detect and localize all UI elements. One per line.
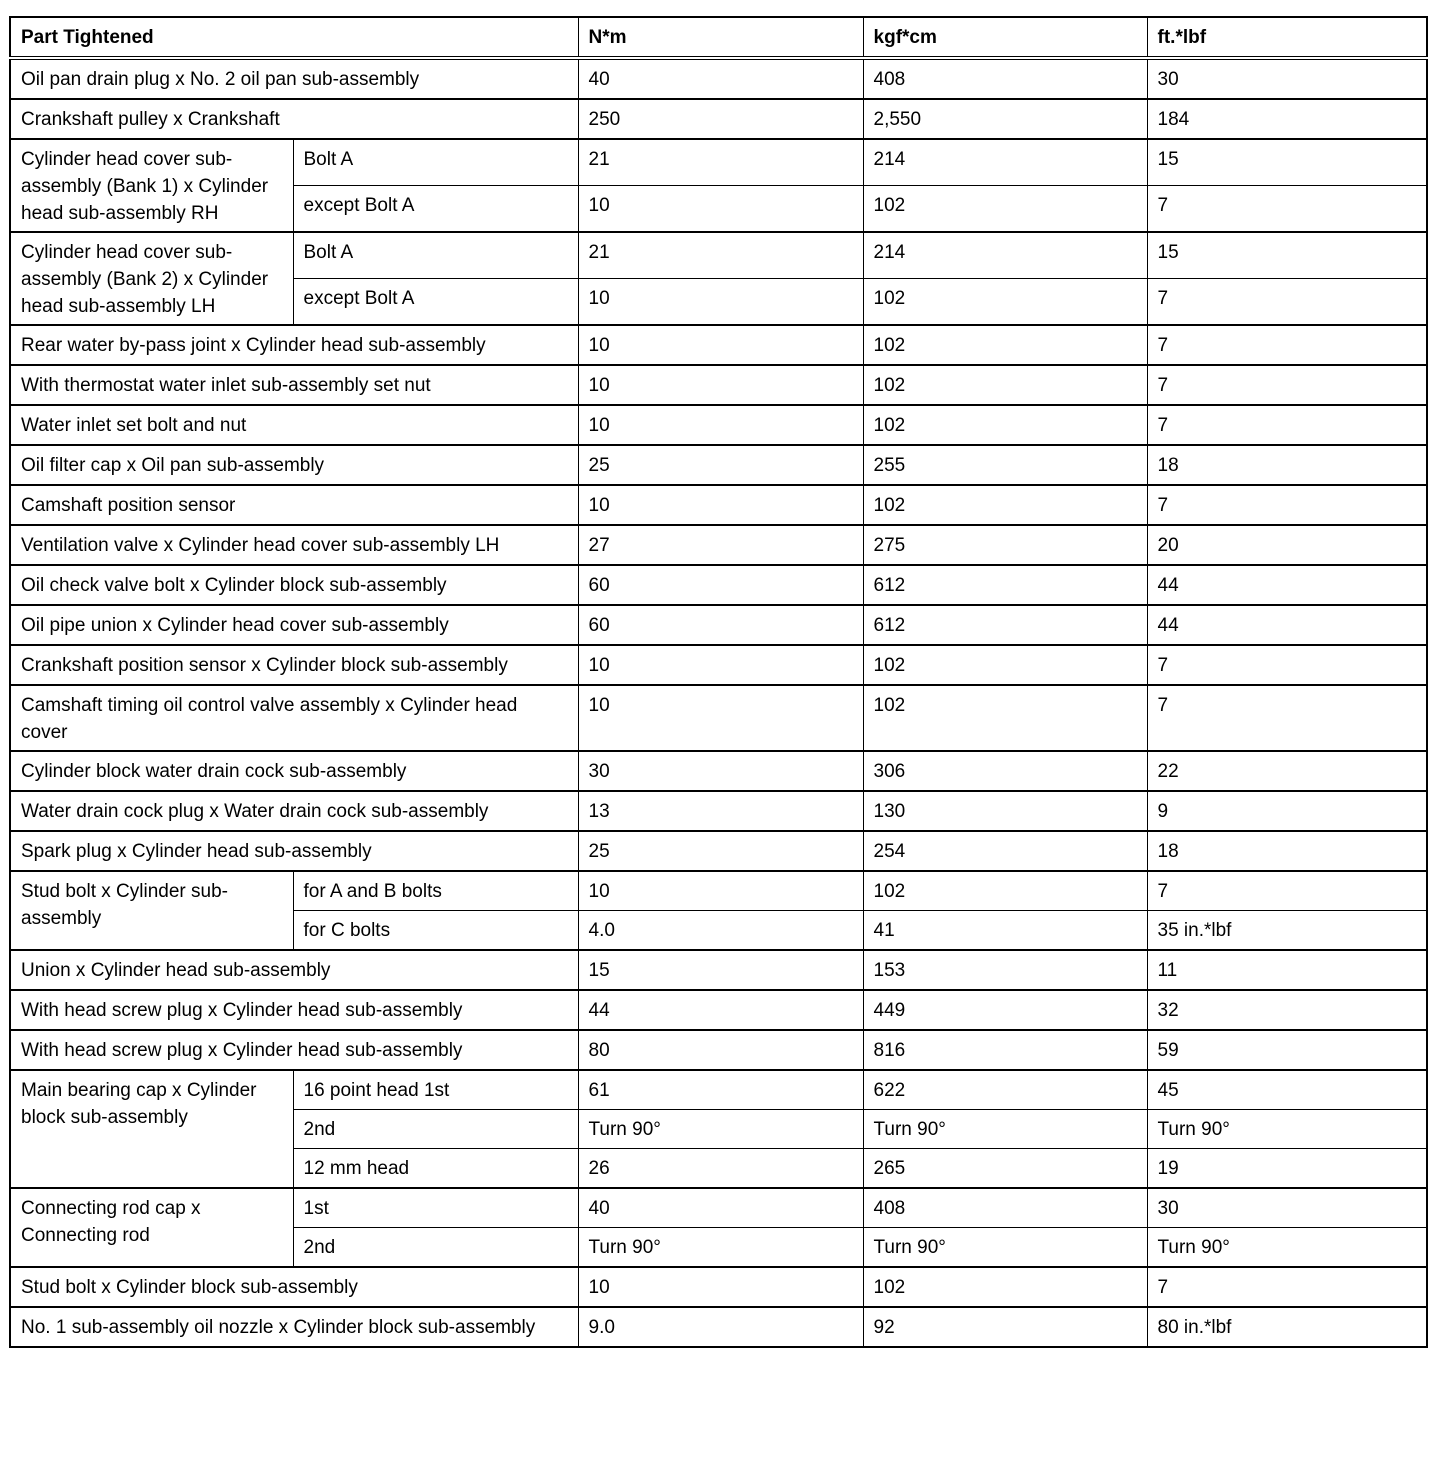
kgf-cm-cell: 130 <box>863 791 1147 831</box>
nm-cell: 30 <box>578 751 863 791</box>
part-cell: Crankshaft position sensor x Cylinder block sub-assembly <box>10 645 578 685</box>
part-cell: Camshaft timing oil control valve assembly x Cylinder head cover <box>10 685 578 751</box>
nm-cell: 40 <box>578 1188 863 1228</box>
header-row <box>10 17 1427 58</box>
condition-cell: Bolt A <box>293 232 578 279</box>
ft-lbf-cell: 18 <box>1147 831 1427 871</box>
ft-lbf-cell: 19 <box>1147 1149 1427 1189</box>
ft-lbf-cell: 7 <box>1147 1267 1427 1307</box>
kgf-cm-cell: 622 <box>863 1070 1147 1110</box>
part-cell: Spark plug x Cylinder head sub-assembly <box>10 831 578 871</box>
part-cell: Cylinder head cover sub-assembly (Bank 1) x Cylinder head sub-assembly RH <box>10 139 293 232</box>
nm-cell: Turn 90° <box>578 1228 863 1268</box>
part-cell: With thermostat water inlet sub-assembly set nut <box>10 365 578 405</box>
table-row <box>10 139 1427 186</box>
kgf-cm-cell: 449 <box>863 990 1147 1030</box>
part-cell: With head screw plug x Cylinder head sub-assembly <box>10 1030 578 1070</box>
table-row <box>10 99 1427 139</box>
ft-lbf-cell: 44 <box>1147 565 1427 605</box>
part-cell: Connecting rod cap x Connecting rod <box>10 1188 293 1267</box>
kgf-cm-cell: 102 <box>863 685 1147 751</box>
condition-cell: 1st <box>293 1188 578 1228</box>
ft-lbf-cell: 22 <box>1147 751 1427 791</box>
table-row <box>10 685 1427 751</box>
part-cell: Water inlet set bolt and nut <box>10 405 578 445</box>
torque-specification-table <box>9 16 1428 1348</box>
table-row <box>10 1307 1427 1347</box>
table-row <box>10 565 1427 605</box>
kgf-cm-cell: 275 <box>863 525 1147 565</box>
table-row <box>10 365 1427 405</box>
nm-cell: 10 <box>578 325 863 365</box>
kgf-cm-cell: 102 <box>863 1267 1147 1307</box>
table-row <box>10 405 1427 445</box>
kgf-cm-cell: 102 <box>863 279 1147 326</box>
table-row <box>10 605 1427 645</box>
part-cell: Main bearing cap x Cylinder block sub-assembly <box>10 1070 293 1188</box>
ft-lbf-cell: 7 <box>1147 685 1427 751</box>
ft-lbf-cell: Turn 90° <box>1147 1110 1427 1149</box>
kgf-cm-cell: 265 <box>863 1149 1147 1189</box>
nm-cell: 80 <box>578 1030 863 1070</box>
kgf-cm-cell: 102 <box>863 871 1147 911</box>
condition-cell: Bolt A <box>293 139 578 186</box>
kgf-cm-cell: 408 <box>863 58 1147 99</box>
ft-lbf-cell: 11 <box>1147 950 1427 990</box>
table-row <box>10 325 1427 365</box>
part-cell: Camshaft position sensor <box>10 485 578 525</box>
table-row <box>10 791 1427 831</box>
condition-cell: for C bolts <box>293 911 578 951</box>
kgf-cm-cell: 306 <box>863 751 1147 791</box>
nm-cell: 10 <box>578 186 863 233</box>
nm-cell: 10 <box>578 871 863 911</box>
table-row <box>10 232 1427 279</box>
ft-lbf-cell: 7 <box>1147 279 1427 326</box>
part-cell: Crankshaft pulley x Crankshaft <box>10 99 578 139</box>
nm-cell: 21 <box>578 139 863 186</box>
part-cell: Oil filter cap x Oil pan sub-assembly <box>10 445 578 485</box>
ft-lbf-cell: 30 <box>1147 58 1427 99</box>
part-cell: Ventilation valve x Cylinder head cover sub-assembly LH <box>10 525 578 565</box>
table-row <box>10 871 1427 911</box>
header-ft-lbf: ft.*lbf <box>1147 17 1427 58</box>
part-cell: Cylinder block water drain cock sub-assembly <box>10 751 578 791</box>
ft-lbf-cell: 7 <box>1147 405 1427 445</box>
kgf-cm-cell: 214 <box>863 139 1147 186</box>
ft-lbf-cell: 184 <box>1147 99 1427 139</box>
kgf-cm-cell: 102 <box>863 365 1147 405</box>
nm-cell: Turn 90° <box>578 1110 863 1149</box>
part-cell: Water drain cock plug x Water drain cock sub-assembly <box>10 791 578 831</box>
table-row <box>10 950 1427 990</box>
part-cell: Oil pan drain plug x No. 2 oil pan sub-assembly <box>10 58 578 99</box>
kgf-cm-cell: Turn 90° <box>863 1110 1147 1149</box>
nm-cell: 10 <box>578 1267 863 1307</box>
nm-cell: 15 <box>578 950 863 990</box>
kgf-cm-cell: 2,550 <box>863 99 1147 139</box>
table-row <box>10 485 1427 525</box>
kgf-cm-cell: 102 <box>863 325 1147 365</box>
ft-lbf-cell: 30 <box>1147 1188 1427 1228</box>
table-row <box>10 990 1427 1030</box>
ft-lbf-cell: 9 <box>1147 791 1427 831</box>
part-cell: Rear water by-pass joint x Cylinder head sub-assembly <box>10 325 578 365</box>
nm-cell: 10 <box>578 685 863 751</box>
kgf-cm-cell: 612 <box>863 605 1147 645</box>
nm-cell: 21 <box>578 232 863 279</box>
header-kgf-cm: kgf*cm <box>863 17 1147 58</box>
nm-cell: 25 <box>578 445 863 485</box>
nm-cell: 10 <box>578 645 863 685</box>
nm-cell: 25 <box>578 831 863 871</box>
part-cell: With head screw plug x Cylinder head sub-assembly <box>10 990 578 1030</box>
condition-cell: 2nd <box>293 1110 578 1149</box>
nm-cell: 9.0 <box>578 1307 863 1347</box>
table-row <box>10 445 1427 485</box>
condition-cell: for A and B bolts <box>293 871 578 911</box>
kgf-cm-cell: 92 <box>863 1307 1147 1347</box>
kgf-cm-cell: Turn 90° <box>863 1228 1147 1268</box>
table-row <box>10 645 1427 685</box>
nm-cell: 250 <box>578 99 863 139</box>
kgf-cm-cell: 214 <box>863 232 1147 279</box>
ft-lbf-cell: 7 <box>1147 325 1427 365</box>
ft-lbf-cell: 7 <box>1147 485 1427 525</box>
nm-cell: 60 <box>578 565 863 605</box>
condition-cell: except Bolt A <box>293 279 578 326</box>
part-cell: Oil check valve bolt x Cylinder block sub-assembly <box>10 565 578 605</box>
part-cell: No. 1 sub-assembly oil nozzle x Cylinder block sub-assembly <box>10 1307 578 1347</box>
kgf-cm-cell: 816 <box>863 1030 1147 1070</box>
condition-cell: 2nd <box>293 1228 578 1268</box>
part-cell: Stud bolt x Cylinder block sub-assembly <box>10 1267 578 1307</box>
ft-lbf-cell: 7 <box>1147 645 1427 685</box>
ft-lbf-cell: 7 <box>1147 186 1427 233</box>
table-row <box>10 831 1427 871</box>
nm-cell: 27 <box>578 525 863 565</box>
ft-lbf-cell: 7 <box>1147 365 1427 405</box>
kgf-cm-cell: 254 <box>863 831 1147 871</box>
part-cell: Oil pipe union x Cylinder head cover sub-assembly <box>10 605 578 645</box>
table-row <box>10 1030 1427 1070</box>
nm-cell: 26 <box>578 1149 863 1189</box>
ft-lbf-cell: 18 <box>1147 445 1427 485</box>
part-cell: Union x Cylinder head sub-assembly <box>10 950 578 990</box>
nm-cell: 60 <box>578 605 863 645</box>
table-row <box>10 1188 1427 1228</box>
ft-lbf-cell: 80 in.*lbf <box>1147 1307 1427 1347</box>
ft-lbf-cell: 59 <box>1147 1030 1427 1070</box>
nm-cell: 4.0 <box>578 911 863 951</box>
ft-lbf-cell: 45 <box>1147 1070 1427 1110</box>
nm-cell: 13 <box>578 791 863 831</box>
nm-cell: 44 <box>578 990 863 1030</box>
header-nm: N*m <box>578 17 863 58</box>
part-cell: Cylinder head cover sub-assembly (Bank 2) x Cylinder head sub-assembly LH <box>10 232 293 325</box>
ft-lbf-cell: Turn 90° <box>1147 1228 1427 1268</box>
ft-lbf-cell: 44 <box>1147 605 1427 645</box>
kgf-cm-cell: 102 <box>863 186 1147 233</box>
kgf-cm-cell: 153 <box>863 950 1147 990</box>
part-cell: Stud bolt x Cylinder sub-assembly <box>10 871 293 950</box>
kgf-cm-cell: 41 <box>863 911 1147 951</box>
header-part-tightened: Part Tightened <box>10 17 578 58</box>
table-row <box>10 751 1427 791</box>
kgf-cm-cell: 255 <box>863 445 1147 485</box>
nm-cell: 10 <box>578 279 863 326</box>
condition-cell: except Bolt A <box>293 186 578 233</box>
nm-cell: 40 <box>578 58 863 99</box>
ft-lbf-cell: 35 in.*lbf <box>1147 911 1427 951</box>
condition-cell: 16 point head 1st <box>293 1070 578 1110</box>
ft-lbf-cell: 20 <box>1147 525 1427 565</box>
nm-cell: 10 <box>578 485 863 525</box>
table-row <box>10 58 1427 99</box>
ft-lbf-cell: 15 <box>1147 232 1427 279</box>
kgf-cm-cell: 408 <box>863 1188 1147 1228</box>
table-row <box>10 1070 1427 1110</box>
condition-cell: 12 mm head <box>293 1149 578 1189</box>
table-row <box>10 525 1427 565</box>
ft-lbf-cell: 15 <box>1147 139 1427 186</box>
kgf-cm-cell: 102 <box>863 405 1147 445</box>
kgf-cm-cell: 612 <box>863 565 1147 605</box>
table-body <box>10 58 1427 1347</box>
table-row <box>10 1267 1427 1307</box>
ft-lbf-cell: 32 <box>1147 990 1427 1030</box>
ft-lbf-cell: 7 <box>1147 871 1427 911</box>
nm-cell: 10 <box>578 365 863 405</box>
nm-cell: 61 <box>578 1070 863 1110</box>
nm-cell: 10 <box>578 405 863 445</box>
kgf-cm-cell: 102 <box>863 485 1147 525</box>
kgf-cm-cell: 102 <box>863 645 1147 685</box>
